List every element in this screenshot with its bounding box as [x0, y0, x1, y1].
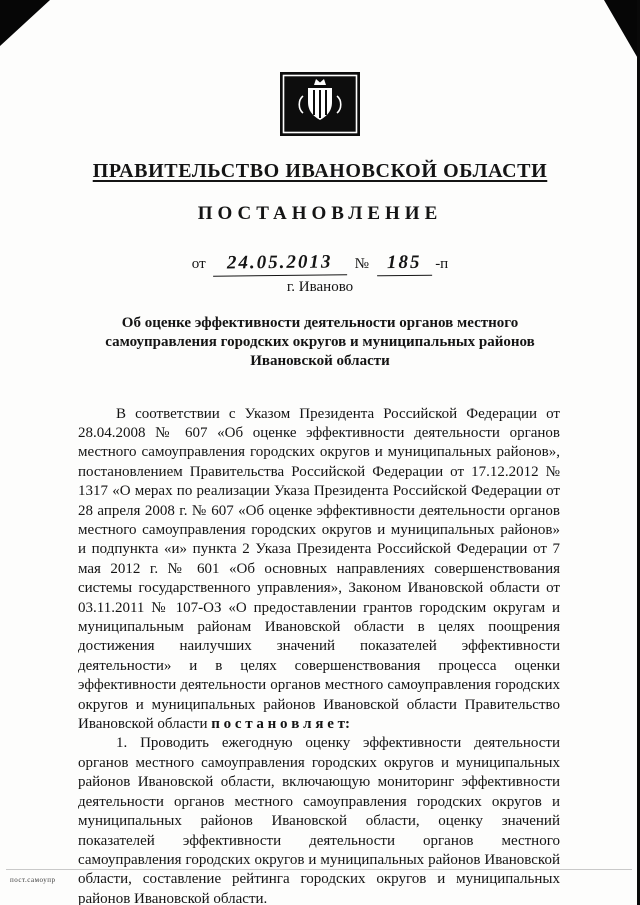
emblem-container: [0, 0, 640, 136]
footer-divider: [6, 869, 632, 870]
doc-type-title: ПОСТАНОВЛЕНИЕ: [197, 203, 443, 224]
date-number-line: [0, 252, 640, 276]
scan-artifact-top-left: [0, 0, 50, 46]
org-name: ПРАВИТЕЛЬСТВО ИВАНОВСКОЙ ОБЛАСТИ: [92, 160, 548, 182]
paragraph-preamble-text: В соответствии с Указом Президента Российской Федерации от 28.04.2008 № 607 «Об оценке эффективности деятельности органов местного самоуправления городских округов и муниципальных районов», постановлением Правительства Российской Федерации от 17.12.2012 № 1317 «О мерах по реализации Указа Президента Российской Федерации от 28 апреля 2008 г. № 607 «Об оценке эффективности деятельности органов местного самоуправления городских округов и муниципальных районов» и подпункта «и» пункта 2 Указа Президента Российской Федерации от 7 мая 2012 г. № 601 «Об основных направлениях совершенствования системы государственного управления», Законом Ивановской области от 03.11.2011 № 107-ОЗ «О предоставлении грантов городским округам и муниципальным районам Ивановской области в целях поощрения достижения наилучших значений показателей эффективности деятельности» и в целях совершенствования процесса оценки эффективности деятельности органов местного самоуправления городских округов и муниципальных районов Ивановской области Правительство Ивановской области: [78, 405, 560, 733]
city-line: г. Иваново: [286, 279, 354, 295]
document-body: [78, 405, 560, 905]
coat-of-arms-icon: [280, 72, 360, 136]
document-title: Об оценке эффективности деятельности органов местного самоуправления городских округов и муниципальных районов Ивановской области: [105, 315, 535, 370]
number-suffix: -п: [435, 256, 449, 272]
resolution-word: п о с т а н о в л я е т:: [211, 716, 350, 733]
paragraph-preamble: [78, 405, 560, 735]
date-value-handwritten: 24.05.2013: [213, 251, 347, 276]
number-sign: №: [354, 256, 369, 272]
number-value-handwritten: 185: [377, 252, 432, 277]
scan-artifact-top-right: [604, 0, 640, 62]
paragraph-item-1: 1. Проводить ежегодную оценку эффективности деятельности органов местного самоуправления городских округов и муниципальных районов Ивановской области, включающую мониторинг эффективности деятельности органов местного самоуправления городских округов и муниципальных районов Ивановской области, оценку значений показателей эффективности деятельности органов местного самоуправления городских округов и муниципальных районов Ивановской области, составление рейтинга городских округов и муниципальных районов Ивановской области.: [78, 735, 560, 905]
date-label: от: [191, 256, 206, 272]
footer-note: пост.самоупр: [10, 876, 56, 884]
